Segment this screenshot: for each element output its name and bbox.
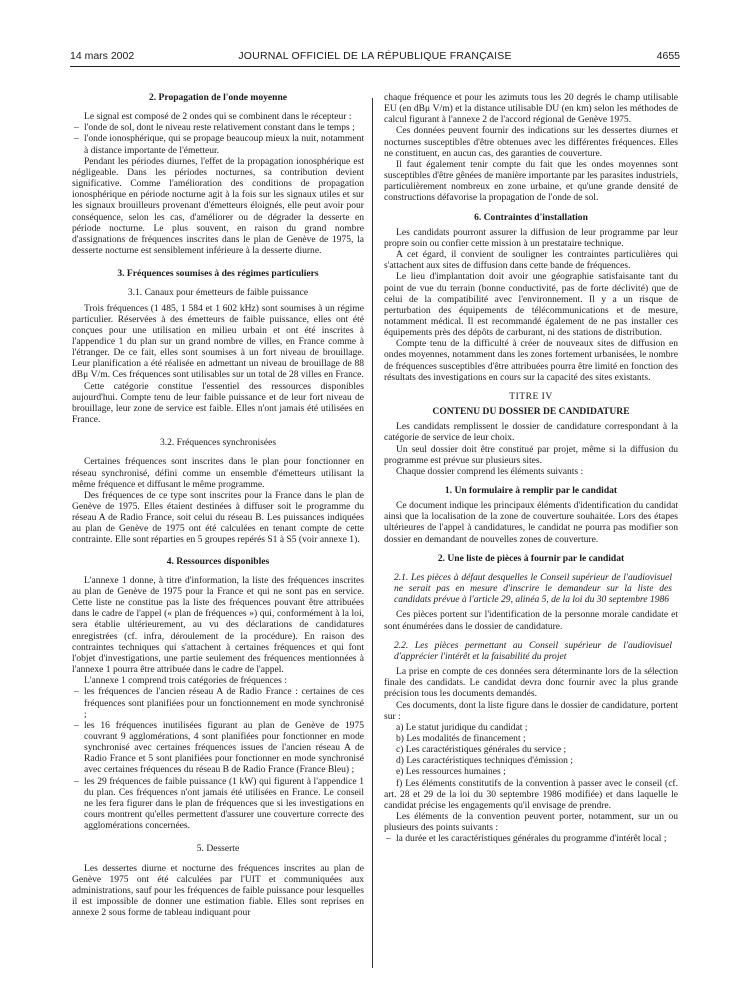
page-header <box>70 50 680 66</box>
paragraph: Le signal est composé de 2 ondes qui se combinent dans le récepteur : <box>84 111 352 123</box>
section-heading: 2. Propagation de l'onde moyenne <box>149 92 287 103</box>
section-heading: 2. Une liste de pièces à fournir par le candidat <box>437 552 625 564</box>
paragraph: Les éléments de la convention peuvent porter, notamment, sur un ou plusieurs des points suivants : <box>384 811 678 834</box>
page-number: 4655 <box>656 50 680 62</box>
paragraph: Cette catégorie constitue l'essentiel des ressources disponibles aujourd'hui. Compte tenu de leur faible puissance et de leur fort niveau de brouillage, leur zone de service est faible. Elles n'ont jamais été utilisées en France. <box>72 380 364 426</box>
enumerated-item: f) Les éléments constitutifs de la convention à passer avec le conseil (cf. art. 28 et 29 de la loi du 30 septembre 1986 modifiée) et dans laquelle le candidat précise les engagements qu'il envisage de prendre. <box>384 777 678 811</box>
paragraph: Compte tenu de la difficulté à créer de nouveaux sites de diffusion en ondes moyennes, notamment dans les zones fortement urbanisées, le nombre de fréquences susceptibles d'être attribuées pourra être limité en fonction des résultats des investigations en cours sur la capacité des sites existants. <box>384 338 678 383</box>
paragraph: Certaines fréquences sont inscrites dans le plan pour fonctionner en réseau synchronisé, défini comme un ensemble d'émetteurs utilisant la même fréquence et diffusant le même programme. <box>72 456 364 490</box>
paragraph: Les candidats remplissent le dossier de candidature correspondant à la catégorie de service de leur choix. <box>384 421 678 444</box>
paragraph: Il faut également tenir compte du fait que les ondes moyennes sont susceptibles d'être gênées de manière importante par les parasites industriels, particulièrement nombreux en zone urbaine, et qu'une grande densité de constructions défavorise la propagation de l'onde de sol. <box>384 158 678 204</box>
paragraph: Ces données peuvent fournir des indications sur les dessertes diurnes et nocturnes susceptibles d'être obtenues avec les différentes fréquences. Elles ne constituent, en aucun cas, des garanties de couverture. <box>384 125 678 159</box>
list-item <box>72 133 364 155</box>
subsection-heading: 2.1. Les pièces à défaut desquelles le Conseil supérieur de l'audiovisuel ne serait pas en mesure d'inscrire le demandeur sur la liste des candidats prévue à l'article 29, alinéa 5, de la loi du 30 septembre 1986 <box>394 571 672 606</box>
list-item <box>72 776 364 832</box>
paragraph: La prise en compte de ces données sera déterminante lors de la sélection finale des candidats. Le candidat devra donc fournir avec la plus grande précision tous les documents demandés. <box>384 666 678 700</box>
journal-title: JOURNAL OFFICIEL DE LA RÉPUBLIQUE FRANÇAISE <box>238 50 512 62</box>
enumerated-item: c) Les caractéristiques générales du service ; <box>396 744 567 756</box>
dash-marker: – <box>74 133 79 145</box>
list-item-text: les 29 fréquences de faible puissance (1 kW) qui figurent à l'appendice 1 du plan. Ces fréquences n'ont jamais été utilisées en France. Le conseil ne les fera figurer dans le plan de fréquences que si les investigations en cours montrent qu'elles permettent d'assurer une couverture correcte des agglomérations concernées. <box>84 775 364 832</box>
list-item-text: l'onde ionosphérique, qui se propage beaucoup mieux la nuit, notamment à distance importante de l'émetteur. <box>84 133 364 156</box>
paragraph: chaque fréquence et pour les azimuts tous les 20 degrés le champ utilisable EU (en dBμ V/m) et la distance utilisable DU (en km) selon les méthodes de calcul figurant à l'annexe 2 de l'accord régional de Genève 1975. <box>384 92 678 126</box>
section-heading: 5. Desserte <box>196 843 240 855</box>
paragraph: Le lieu d'implantation doit avoir une géographie satisfaisante tant du point de vue du terrain (bonne conductivité, pas de forte déclivité) que de celui de la compatibilité avec l'environnement. Il y a un risque de perturbation des équipements de télécommunications et de mesure, notamment médical. Il est recommandé également de ne pas installer ces équipements près des dépôts de carburant, ni des stations de distribution. <box>384 271 678 339</box>
dash-marker: – <box>74 775 79 787</box>
list-item-text: l'onde de sol, dont le niveau reste relativement constant dans le temps ; <box>84 122 355 134</box>
section-heading: 6. Contraintes d'installation <box>474 211 588 223</box>
dash-marker: – <box>386 833 391 845</box>
title-heading: TITRE IV <box>509 390 553 402</box>
paragraph: Les dessertes diurne et nocturne des fréquences inscrites au plan de Genève 1975 ont été calculées par l'UIT et communiquées aux administrations, sauf pour les fréquences de faible puissance pour lesquelles il est impossible de donner une estimation fiable. Elles sont reprises en annexe 2 sous forme de tableau indiquant pour <box>72 862 364 919</box>
paragraph: A cet égard, il convient de souligner les contraintes particulières qui s'attachent aux sites de diffusion dans cette bande de fréquences. <box>384 249 678 272</box>
column-divider <box>372 98 373 968</box>
enumerated-item: a) Le statut juridique du candidat ; <box>396 721 528 733</box>
section-heading: 3. Fréquences soumises à des régimes particuliers <box>117 268 319 280</box>
paragraph: L'annexe 1 comprend trois catégories de fréquences : <box>84 675 287 687</box>
paragraph: Pendant les périodes diurnes, l'effet de la propagation ionosphérique est négligeable. Dans les périodes nocturnes, sa contribution devient significative. Comme l'amélioration des conditions de propagation ionosphérique en période nocturne agit à la fois sur les signaux utiles et sur les signaux brouilleurs provenant d'émetteurs éloignés, elle peut avoir pour conséquence, selon les cas, d'améliorer ou de dégrader la desserte en période nocturne. Le plus souvent, en raison du grand nombre d'assignations de fréquences inscrites dans le plan de Genève de 1975, la desserte nocturne est sensiblement inférieure à la desserte diurne. <box>72 155 364 257</box>
list-item-text: les fréquences de l'ancien réseau A de Radio France : certaines de ces fréquences sont planifiées pour un fonctionnement en mode synchronisé ; <box>84 686 364 720</box>
list-item-text: les 16 fréquences inutilisées figurant au plan de Genève de 1975 couvrant 9 agglomérations, 4 sont planifiées pour fonctionner en mode synchronisé avec certaines fréquences issues de l'ancien réseau A de Radio France et 5 sont planifiées pour fonctionner en mode synchronisé avec certaines fréquences du réseau B de Radio France (France Bleu) ; <box>84 719 364 776</box>
paragraph: Un seul dossier doit être constitué par projet, même si la diffusion du programme est prévue sur plusieurs sites. <box>384 443 678 466</box>
dash-marker: – <box>74 122 79 134</box>
section-heading: 1. Un formulaire à remplir par le candidat <box>444 485 618 496</box>
enumerated-item: e) Les ressources humaines ; <box>396 766 506 778</box>
subsection-heading: 2.2. Les pièces permettant au Conseil supérieur de l'audiovisuel d'apprécier l'intérêt et la faisabilité du projet <box>394 639 672 662</box>
dash-marker: – <box>74 686 79 698</box>
paragraph: Ces pièces portent sur l'identification de la personne morale candidate et sont énumérées dans le dossier de candidature. <box>384 609 678 632</box>
list-item <box>72 686 364 719</box>
list-item <box>72 720 364 776</box>
subsection-heading: 3.2. Fréquences synchronisées <box>159 437 277 449</box>
paragraph: Des fréquences de ce type sont inscrites pour la France dans le plan de Genève de 1975. Elles étaient destinées à diffuser soit le programme du réseau A de Radio France, soit celui du réseau B. Les puissances indiquées au plan de Genève de 1975 ont été calculées en tenant compte de cette contrainte. Elle sont réparties en 5 groupes repérés S1 à S5 (voir annexe 1). <box>72 489 364 546</box>
list-item-text: la durée et les caractéristiques générales du programme d'intérêt local ; <box>396 833 667 845</box>
paragraph: Trois fréquences (1 485, 1 584 et 1 602 kHz) sont soumises à un régime particulier. Réservées à des émetteurs de faible puissance, elles ont été conçues pour une utilisation en milieu urbain et ont été inscrites à l'appendice 1 du plan sur un grand nombre de villes, en France comme à l'étranger. De ce fait, elles sont soumises à un fort niveau de brouillage. Leur planification a été réalisée en admettant un niveau de brouillage de 88 dBμ V/m. Ces fréquences sont utilisables sur un total de 28 villes en France. <box>72 302 364 381</box>
issue-date: 14 mars 2002 <box>70 50 135 62</box>
paragraph: L'annexe 1 donne, à titre d'information, la liste des fréquences inscrites au plan de Genève de 1975 pour la France et qui ne sont pas en service. Cette liste ne constitue pas la liste des fréquences pouvant être attribuées dans le cadre de l'appel (« plan de fréquences ») qui, conformément à la loi, sera établie ultérieurement, au vu des déclarations de candidatures enregistrées (cf. infra, déroulement de la procédure). En raison des contraintes techniques qui s'attachent à certaines fréquences et qui font l'objet d'investigations, une partie seulement des fréquences mentionnées à l'annexe 1 pourra être attribuée dans le cadre de l'appel. <box>72 574 364 676</box>
left-column <box>72 92 364 918</box>
paragraph: Ces documents, dont la liste figure dans le dossier de candidature, portent sur : <box>384 699 678 722</box>
dash-marker: – <box>74 719 79 731</box>
right-column <box>384 92 678 845</box>
header-rule <box>70 66 680 67</box>
subsection-heading: 3.1. Canaux pour émetteurs de faible puissance <box>127 287 309 299</box>
paragraph: Chaque dossier comprend les éléments suivants : <box>396 465 584 477</box>
paragraph: Ce document indique les principaux éléments d'identification du candidat ainsi que la localisation de la zone de couverture souhaitée. Lors des étapes ultérieures de l'appel à candidatures, le candidat ne pourra pas modifier son dossier en demandant de nouvelles zones de couverture. <box>384 500 678 545</box>
paragraph: Les candidats pourront assurer la diffusion de leur programme par leur propre soin ou confier cette mission à un prestataire technique. <box>384 226 678 249</box>
enumerated-item: b) Les modalités de financement ; <box>396 732 526 744</box>
enumerated-item: d) Les caractéristiques techniques d'émission ; <box>396 755 573 767</box>
title-subheading: CONTENU DU DOSSIER DE CANDIDATURE <box>432 406 630 418</box>
list-item <box>384 833 678 844</box>
section-heading: 4. Ressources disponibles <box>166 555 270 567</box>
list-item <box>72 122 364 133</box>
